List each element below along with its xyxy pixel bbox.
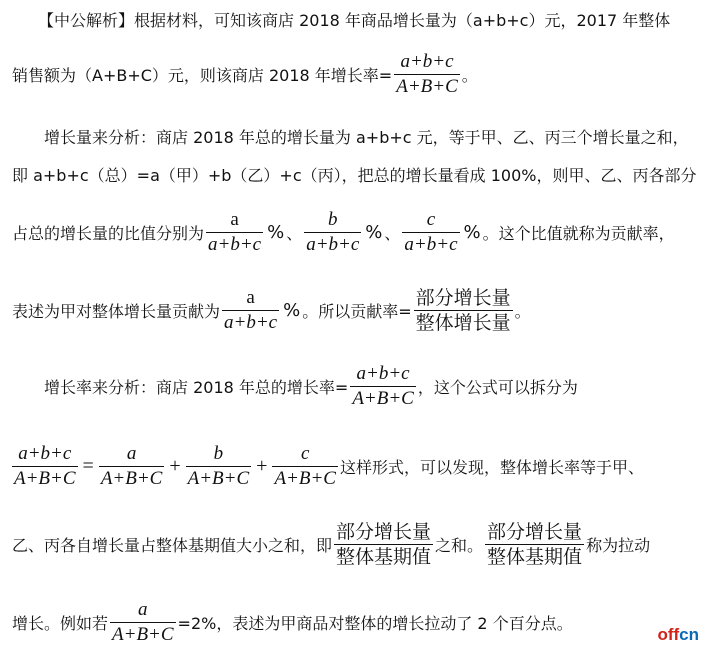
para2-line4 [12,286,531,335]
fraction-numerator: c [300,443,310,464]
para3-line3-pre: 乙、丙各自增长量占整体基期值大小之和，即 [12,536,333,555]
equation-term-b [186,442,252,491]
fraction-numerator: 部分增长量 [415,287,511,309]
para2-line3 [12,208,675,257]
fraction-numerator: a [138,599,148,620]
fraction-numerator: a+b+c [400,51,454,72]
pull-rate-fraction [334,520,433,569]
para1-line2 [12,50,478,99]
fraction-numerator: 部分增长量 [336,521,432,543]
para3-line1-post: ，这个公式可以拆分为 [417,378,578,397]
para2-line4-mid: 。所以贡献率= [302,302,412,321]
fraction-numerator: a [246,287,255,308]
fraction-numerator: a [126,443,137,464]
fraction-denominator: 整体基期值 [336,546,432,568]
fraction-numerator: 部分增长量 [487,521,583,543]
para1-line1: 【中公解析】根据材料，可知该商店 2018 年商品增长量为（a+b+c）元，2017 年整体 [38,11,671,30]
fraction-denominator: a+b+c [224,312,278,333]
fraction-denominator: A+B+C [100,468,163,489]
percent-sign: % [463,222,481,243]
fraction-numerator: a+b+c [18,443,72,464]
percent-sign: % [365,222,383,243]
para3-line3-post: 称为拉动 [586,536,651,555]
offcn-logo: offcn [657,625,699,644]
para3-line4-post: =2%，表述为甲商品对整体的增长拉动了 2 个百分点。 [177,614,573,633]
pull-rate-fraction-2 [485,520,584,569]
fraction-numerator: b [328,209,338,230]
equals-sign: = [82,455,94,477]
para3-line1 [44,362,578,411]
para3-line1-pre: 增长率来分析：商店 2018 年总的增长率= [44,378,349,397]
fraction-denominator: a+b+c [306,234,360,255]
fraction-denominator: A+B+C [352,388,414,409]
para3-line4 [12,598,573,647]
fraction-denominator: A+B+C [396,76,458,97]
percent-sign: % [267,222,285,243]
para3-line4-pre: 增长。例如若 [12,614,109,633]
growth-rate-fraction [394,50,460,99]
para2-line4-pre: 表述为甲对整体增长量贡献为 [12,302,221,321]
example-fraction [110,598,176,647]
para2-line3-post: 。这个比值就称为贡献率， [482,224,675,243]
para2-line1: 增长量来分析：商店 2018 年总的增长量为 a+b+c 元，等于甲、乙、丙三个增长量之和， [44,128,689,147]
separator: 、 [286,224,303,243]
equation-lhs-fraction [12,442,78,491]
fraction-numerator: a [230,209,239,230]
para3-line3-mid: 之和。 [435,536,484,555]
para2-line2: 即 a+b+c（总）=a（甲）+b（乙）+c（丙），把总的增长量看成 100%，则甲、乙、丙各部分 [12,166,697,185]
fraction-denominator: 整体增长量 [415,312,511,334]
percent-sign: % [283,300,301,321]
contribution-rate-fraction [414,286,513,335]
fraction-denominator: a+b+c [404,234,458,255]
fraction-numerator: c [426,209,436,230]
equation-term-c [272,442,338,491]
fraction-denominator: A+B+C [187,468,250,489]
fraction-denominator: A+B+C [274,468,336,489]
para3-line2 [10,442,644,491]
fraction-denominator: 整体基期值 [487,546,583,568]
para2-line4-post: 。 [514,302,531,321]
para3-line3 [12,520,650,569]
para2-line3-pre: 占总的增长量的比值分别为 [12,224,205,243]
total-growth-rate-fraction [350,362,416,411]
share-b-fraction [304,208,361,257]
para3-line2-post: 这样形式，可以发现，整体增长率等于甲、 [339,458,644,477]
share-c-fraction [402,208,459,257]
fraction-numerator: a+b+c [356,363,410,384]
para1-line2-post: 。 [461,66,478,85]
separator: 、 [384,224,401,243]
plus-sign: + [169,455,181,477]
para1-line2-pre: 销售额为（A+B+C）元，则该商店 2018 年增长率= [12,66,393,85]
fraction-denominator: A+B+C [14,468,76,489]
contribution-fraction [222,286,279,335]
fraction-numerator: b [213,443,224,464]
fraction-denominator: A+B+C [112,624,174,645]
fraction-denominator: a+b+c [208,234,262,255]
share-a-fraction [206,208,263,257]
plus-sign: + [256,455,268,477]
equation-term-a [99,442,165,491]
